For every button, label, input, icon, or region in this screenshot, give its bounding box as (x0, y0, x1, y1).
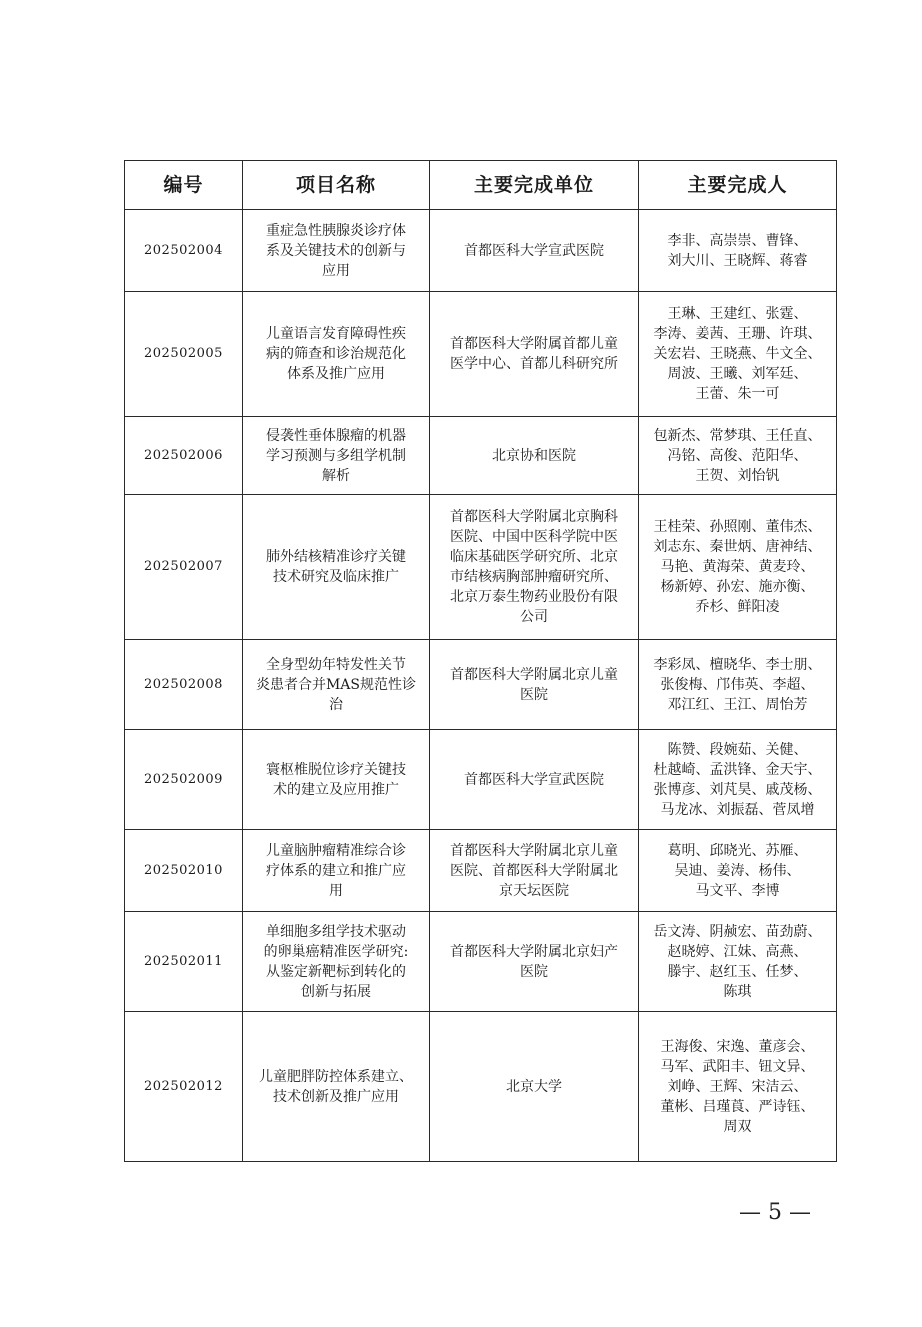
cell-name-text (266, 547, 406, 587)
text-line: 单细胞多组学技术驱动 (266, 923, 406, 940)
text-line: 关宏岩、王晓燕、牛文全、 (653, 346, 822, 362)
text-line: 公司 (520, 609, 548, 625)
table-row (125, 1012, 837, 1162)
text-line: 首都医科大学宣武医院 (464, 242, 604, 259)
cell-people (639, 210, 837, 292)
text-line: 吴迪、姜涛、杨伟、 (674, 862, 801, 879)
text-line: 术的建立及应用推广 (273, 781, 399, 798)
cell-name-text (256, 655, 416, 715)
text-line: 治 (328, 696, 343, 713)
text-line: 董彬、吕瑾莨、严诗钰、 (660, 1098, 815, 1115)
table-row (125, 210, 837, 292)
cell-people-text (661, 1037, 815, 1137)
text-line: 首都医科大学附属北京妇产 (450, 943, 618, 960)
text-line: 周波、王曦、刘军廷、 (667, 366, 808, 382)
cell-id: 202502009 (125, 730, 243, 830)
text-line: 首都医科大学附属北京儿童 (450, 666, 618, 683)
text-line: 临床基础医学研究所、北京 (450, 549, 618, 565)
text-line: 侵袭性垂体腺瘤的机器 (266, 427, 406, 444)
text-line: 马艳、黄海荣、黄麦玲、 (660, 559, 815, 575)
cell-unit-text (450, 507, 618, 627)
text-line: 重症急性胰腺炎诊疗体 (266, 222, 406, 239)
cell-people-text (668, 231, 808, 271)
cell-unit (430, 1012, 639, 1162)
text-line: 技术研究及临床推广 (273, 569, 399, 585)
cell-name-text (266, 221, 406, 281)
cell-people (639, 640, 837, 730)
cell-people (639, 1012, 837, 1162)
text-line: 杜越崎、孟洪锋、金天宇、 (653, 761, 822, 778)
text-line: 儿童语言发育障碍性疾 (266, 326, 406, 342)
text-line: 儿童肥胖防控体系建立、 (259, 1068, 413, 1085)
text-line: 王琳、王建红、张霆、 (667, 306, 808, 322)
cell-name (243, 830, 430, 912)
text-line: 李非、高崇崇、曹锋、 (667, 232, 808, 249)
text-line: 医院、中国中医科学院中医 (450, 529, 618, 545)
text-line: 医院 (520, 686, 548, 703)
text-line: 疗体系的建立和推广应 (266, 862, 406, 879)
text-line: 的卵巢癌精准医学研究: (263, 943, 409, 960)
cell-people-text (654, 426, 822, 486)
cell-unit (430, 912, 639, 1012)
text-line: 用 (329, 882, 343, 899)
text-line: 岳文涛、阴赪宏、苗劲蔚、 (653, 923, 822, 940)
text-line: 首都医科大学附属北京胸科 (450, 509, 618, 525)
text-line: 马文平、李博 (695, 882, 780, 899)
cell-id: 202502006 (125, 417, 243, 495)
cell-people-text (654, 304, 822, 404)
cell-people (639, 292, 837, 417)
text-line: 冯铭、高俊、范阳华、 (667, 447, 808, 464)
awards-table (124, 160, 837, 1162)
table-row (125, 292, 837, 417)
cell-unit (430, 292, 639, 417)
table-row (125, 730, 837, 830)
text-line: 病的筛查和诊治规范化 (266, 346, 406, 362)
cell-name (243, 640, 430, 730)
text-line: 刘志东、秦世炳、唐神结、 (653, 539, 822, 555)
cell-people (639, 495, 837, 640)
table-body (125, 210, 837, 1162)
text-line: 技术创新及推广应用 (273, 1088, 399, 1105)
cell-people (639, 730, 837, 830)
text-line: 马龙冰、刘振磊、菅凤增 (660, 801, 815, 818)
text-line: 炎患者合并MAS规范性诊 (255, 676, 417, 693)
text-line: 解析 (322, 467, 350, 484)
cell-name-text (266, 841, 406, 901)
cell-name-text (264, 922, 409, 1002)
cell-people-text (654, 517, 822, 617)
cell-people (639, 417, 837, 495)
text-line: 李涛、姜茜、王珊、许琪、 (653, 326, 822, 342)
text-line: 首都医科大学附属首都儿童 (450, 336, 618, 352)
text-line: 张俊梅、邝伟英、李超、 (660, 676, 815, 693)
page-number: — 5 — (739, 1200, 811, 1225)
header-people: 主要完成人 (639, 161, 837, 210)
text-line: 市结核病胸部肿瘤研究所、 (450, 569, 618, 585)
cell-unit (430, 210, 639, 292)
cell-name-text (266, 426, 406, 486)
cell-unit-text (450, 665, 618, 705)
text-line: 王蕾、朱一可 (695, 386, 780, 402)
text-line: 首都医科大学附属北京儿童 (450, 842, 618, 859)
text-line: 学习预测与多组学机制 (266, 447, 406, 464)
cell-unit-text (506, 1077, 562, 1097)
header-unit: 主要完成单位 (430, 161, 639, 210)
text-line: 京天坛医院 (499, 882, 569, 899)
text-line: 陈赞、段婉茹、关健、 (667, 741, 808, 758)
text-line: 邓江红、王江、周怡芳 (667, 696, 808, 713)
cell-name (243, 417, 430, 495)
cell-name-text (266, 760, 406, 800)
cell-people-text (668, 841, 808, 901)
text-line: 全身型幼年特发性关节 (265, 656, 406, 673)
cell-unit (430, 830, 639, 912)
text-line: 寰枢椎脱位诊疗关键技 (266, 761, 406, 778)
text-line: 医院 (520, 963, 548, 980)
text-line: 乔杉、鲜阳凌 (695, 599, 780, 615)
cell-name (243, 1012, 430, 1162)
text-line: 创新与拓展 (301, 983, 371, 1000)
text-line: 首都医科大学宣武医院 (464, 771, 604, 788)
header-project-name: 项目名称 (243, 161, 430, 210)
text-line: 肺外结核精准诊疗关键 (266, 549, 406, 565)
text-line: 张博彦、刘芃昊、戚茂杨、 (653, 781, 822, 798)
cell-unit-text (450, 841, 618, 901)
cell-id: 202502010 (125, 830, 243, 912)
cell-name (243, 730, 430, 830)
text-line: 医学中心、首都儿科研究所 (450, 356, 618, 372)
text-line: 北京大学 (506, 1078, 562, 1095)
text-line: 儿童脑肿瘤精准综合诊 (266, 842, 406, 859)
table-header-row (125, 161, 837, 210)
text-line: 王海俊、宋逸、董彦会、 (660, 1038, 815, 1055)
text-line: 马军、武阳丰、钮文异、 (660, 1058, 815, 1075)
text-line: 滕宇、赵红玉、任梦、 (667, 963, 808, 980)
cell-unit-text (464, 770, 604, 790)
cell-unit-text (450, 334, 618, 374)
text-line: 赵晓婷、江妹、高燕、 (667, 943, 808, 960)
table-row (125, 417, 837, 495)
cell-people (639, 830, 837, 912)
cell-people-text (654, 740, 822, 820)
text-line: 王桂荣、孙照刚、董伟杰、 (653, 519, 822, 535)
cell-name (243, 210, 430, 292)
cell-unit (430, 730, 639, 830)
text-line: 包新杰、常梦琪、王任直、 (653, 427, 822, 444)
cell-people-text (654, 922, 822, 1002)
cell-unit (430, 640, 639, 730)
cell-id: 202502007 (125, 495, 243, 640)
text-line: 陈琪 (723, 983, 752, 1000)
text-line: 周双 (723, 1118, 752, 1135)
cell-unit-text (450, 942, 618, 982)
cell-id: 202502004 (125, 210, 243, 292)
cell-name (243, 292, 430, 417)
text-line: 北京万泰生物药业股份有限 (450, 589, 618, 605)
header-id: 编号 (125, 161, 243, 210)
cell-id: 202502008 (125, 640, 243, 730)
text-line: 从鉴定新靶标到转化的 (266, 963, 406, 980)
cell-people (639, 912, 837, 1012)
cell-id: 202502005 (125, 292, 243, 417)
text-line: 刘大川、王晓辉、蒋睿 (667, 252, 808, 269)
text-line: 杨新婷、孙宏、施亦衡、 (660, 579, 815, 595)
text-line: 应用 (322, 262, 350, 279)
text-line: 王贺、刘怡钒 (695, 467, 780, 484)
cell-unit (430, 417, 639, 495)
text-line: 葛明、邱晓光、苏雁、 (667, 842, 808, 859)
table-row (125, 495, 837, 640)
cell-name-text (266, 324, 406, 384)
cell-id: 202502012 (125, 1012, 243, 1162)
text-line: 李彩凤、檀晓华、李士朋、 (653, 656, 822, 673)
cell-unit-text (492, 446, 576, 466)
cell-id: 202502011 (125, 912, 243, 1012)
cell-unit-text (464, 241, 604, 261)
cell-name (243, 495, 430, 640)
text-line: 体系及推广应用 (287, 366, 385, 382)
text-line: 系及关键技术的创新与 (266, 242, 406, 259)
cell-name-text (259, 1067, 413, 1107)
text-line: 刘峥、王辉、宋洁云、 (667, 1078, 808, 1095)
cell-unit (430, 495, 639, 640)
cell-people-text (654, 655, 822, 715)
text-line: 北京协和医院 (492, 447, 576, 464)
cell-name (243, 912, 430, 1012)
table-row (125, 640, 837, 730)
table-row (125, 912, 837, 1012)
text-line: 医院、首都医科大学附属北 (450, 862, 618, 879)
table-row (125, 830, 837, 912)
